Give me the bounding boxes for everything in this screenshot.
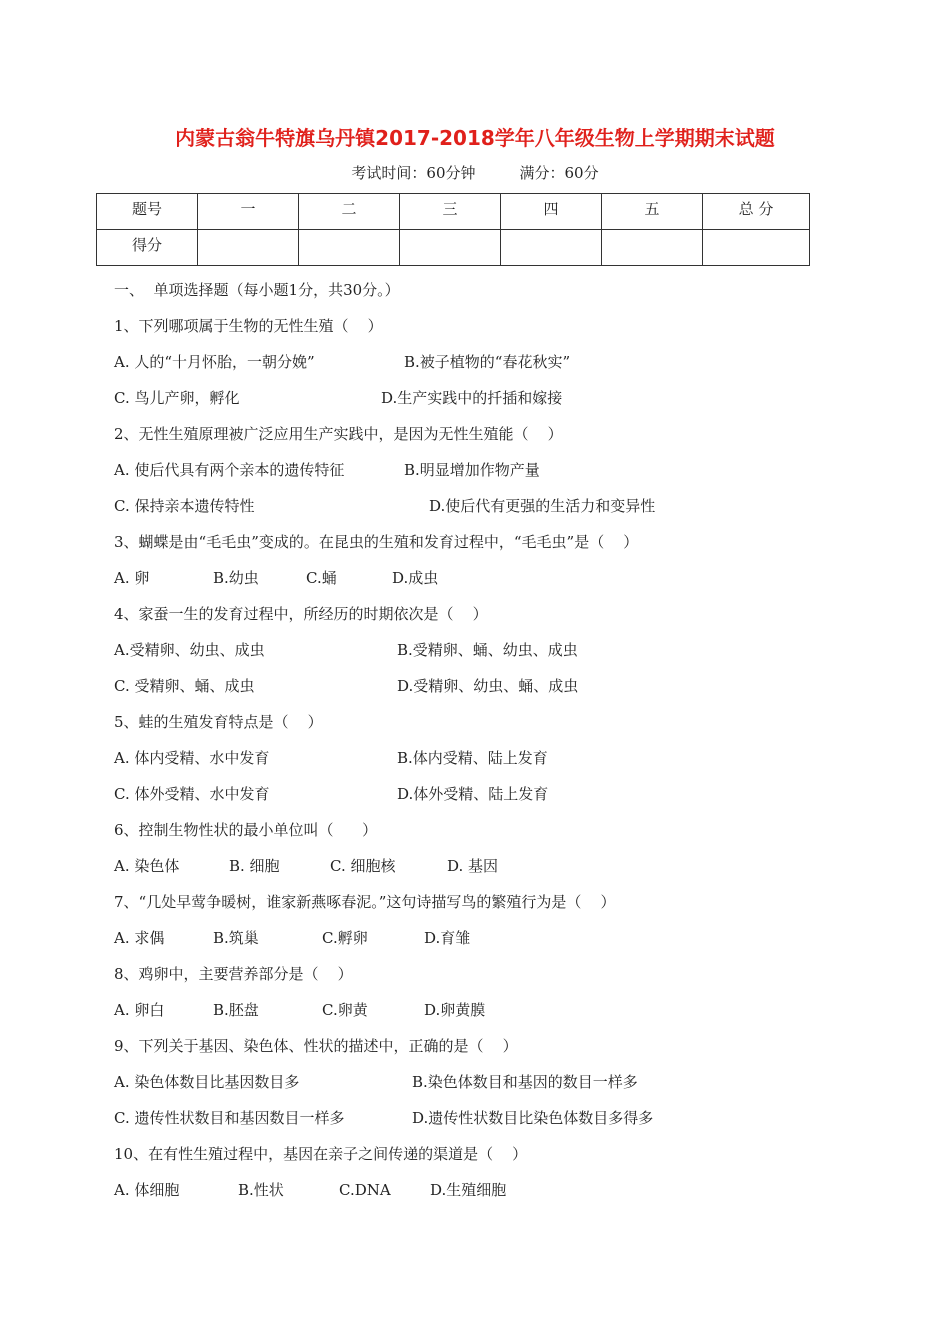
option: C.蛹 (306, 569, 337, 587)
question-stem: 2、无性生殖原理被广泛应用生产实践中，是因为无性生殖能（ ） (114, 425, 563, 443)
exam-time: 考试时间：60分钟 (351, 164, 476, 182)
score-blank (299, 230, 400, 266)
question-stem: 7、“几处早莺争暖树，谁家新燕啄春泥。”这句诗描写鸟的繁殖行为是（ ） (114, 893, 616, 911)
option: D.受精卵、幼虫、蛹、成虫 (397, 677, 579, 695)
score-table-score-row (97, 230, 810, 266)
option: B.筑巢 (213, 929, 259, 947)
score-cell: 二 (299, 194, 400, 230)
question-stem: 5、蛙的生殖发育特点是（ ） (114, 713, 323, 731)
option-row (114, 668, 894, 704)
option: B.染色体数目和基因的数目一样多 (412, 1073, 638, 1091)
option-row (114, 452, 894, 488)
option: B.受精卵、蛹、幼虫、成虫 (397, 641, 578, 659)
score-blank (703, 230, 810, 266)
question-stem: 8、鸡卵中，主要营养部分是（ ） (114, 965, 353, 983)
score-blank (400, 230, 501, 266)
option: A. 体内受精、水中发育 (114, 749, 270, 767)
question-stem: 6、控制生物性状的最小单位叫（ ） (114, 821, 378, 839)
option: D.成虫 (392, 569, 439, 587)
option-row (114, 1100, 894, 1136)
option: C. 鸟儿产卵，孵化 (114, 389, 240, 407)
exam-info (0, 162, 950, 183)
option: C.卵黄 (322, 1001, 368, 1019)
question-stem: 3、蝴蝶是由“毛毛虫”变成的。在昆虫的生殖和发育过程中，“毛毛虫”是（ ） (114, 533, 639, 551)
option-row (114, 560, 894, 596)
option: A. 人的“十月怀胎，一朝分娩” (114, 353, 315, 371)
score-cell: 总 分 (703, 194, 810, 230)
option: B.性状 (238, 1181, 284, 1199)
option-row (114, 632, 894, 668)
option: C.孵卵 (322, 929, 368, 947)
option: D.体外受精、陆上发育 (397, 785, 549, 803)
page-title: 内蒙古翁牛特旗乌丹镇2017-2018学年八年级生物上学期期末试题 (175, 126, 775, 150)
option: D.育雏 (424, 929, 471, 947)
option: C. 细胞核 (330, 857, 396, 875)
option-row (114, 992, 894, 1028)
option-row (114, 488, 894, 524)
option-row (114, 920, 894, 956)
option: B.幼虫 (213, 569, 259, 587)
question-stem: 9、下列关于基因、染色体、性状的描述中，正确的是（ ） (114, 1037, 518, 1055)
option: D.生殖细胞 (430, 1181, 507, 1199)
option: C. 受精卵、蛹、成虫 (114, 677, 255, 695)
score-table-header-row (97, 194, 810, 230)
score-cell: 五 (602, 194, 703, 230)
option: A.受精卵、幼虫、成虫 (114, 641, 265, 659)
score-blank (198, 230, 299, 266)
option-row (114, 380, 894, 416)
option-row (114, 776, 894, 812)
option: C. 遗传性状数目和基因数目一样多 (114, 1109, 345, 1127)
option: C. 体外受精、水中发育 (114, 785, 270, 803)
option-row (114, 1064, 894, 1100)
option: A. 染色体 (114, 857, 180, 875)
option: D.使后代有更强的生活力和变异性 (429, 497, 656, 515)
option: D.卵黄膜 (424, 1001, 486, 1019)
score-cell: 一 (198, 194, 299, 230)
option: B.胚盘 (213, 1001, 259, 1019)
score-cell: 四 (501, 194, 602, 230)
score-blank (501, 230, 602, 266)
option: A. 使后代具有两个亲本的遗传特征 (114, 461, 345, 479)
option-row (114, 344, 894, 380)
option-row (114, 1172, 894, 1208)
option: C.DNA (339, 1181, 391, 1199)
option: A. 卵 (114, 569, 150, 587)
option: D. 基因 (447, 857, 499, 875)
option: D.生产实践中的扦插和嫁接 (381, 389, 563, 407)
question-stem: 10、在有性生殖过程中，基因在亲子之间传递的渠道是（ ） (114, 1145, 528, 1163)
question-list (114, 272, 894, 1208)
score-cell: 题号 (97, 194, 198, 230)
option-row (114, 740, 894, 776)
full-score: 满分：60分 (519, 164, 599, 182)
option: A. 卵白 (114, 1001, 165, 1019)
question-stem: 4、家蚕一生的发育过程中，所经历的时期依次是（ ） (114, 605, 488, 623)
option: B.明显增加作物产量 (404, 461, 540, 479)
question-stem: 1、下列哪项属于生物的无性生殖（ ） (114, 317, 383, 335)
option: A. 体细胞 (114, 1181, 180, 1199)
option: B. 细胞 (229, 857, 280, 875)
option: A. 染色体数目比基因数目多 (114, 1073, 300, 1091)
score-cell: 得分 (97, 230, 198, 266)
score-cell: 三 (400, 194, 501, 230)
option: D.遗传性状数目比染色体数目多得多 (412, 1109, 654, 1127)
option-row (114, 848, 894, 884)
option: B.体内受精、陆上发育 (397, 749, 548, 767)
option: C. 保持亲本遗传特性 (114, 497, 255, 515)
option: A. 求偶 (114, 929, 165, 947)
section-heading: 一、 单项选择题（每小题1分，共30分。） (114, 281, 400, 299)
score-table (96, 193, 810, 266)
score-blank (602, 230, 703, 266)
option: B.被子植物的“春花秋实” (404, 353, 571, 371)
